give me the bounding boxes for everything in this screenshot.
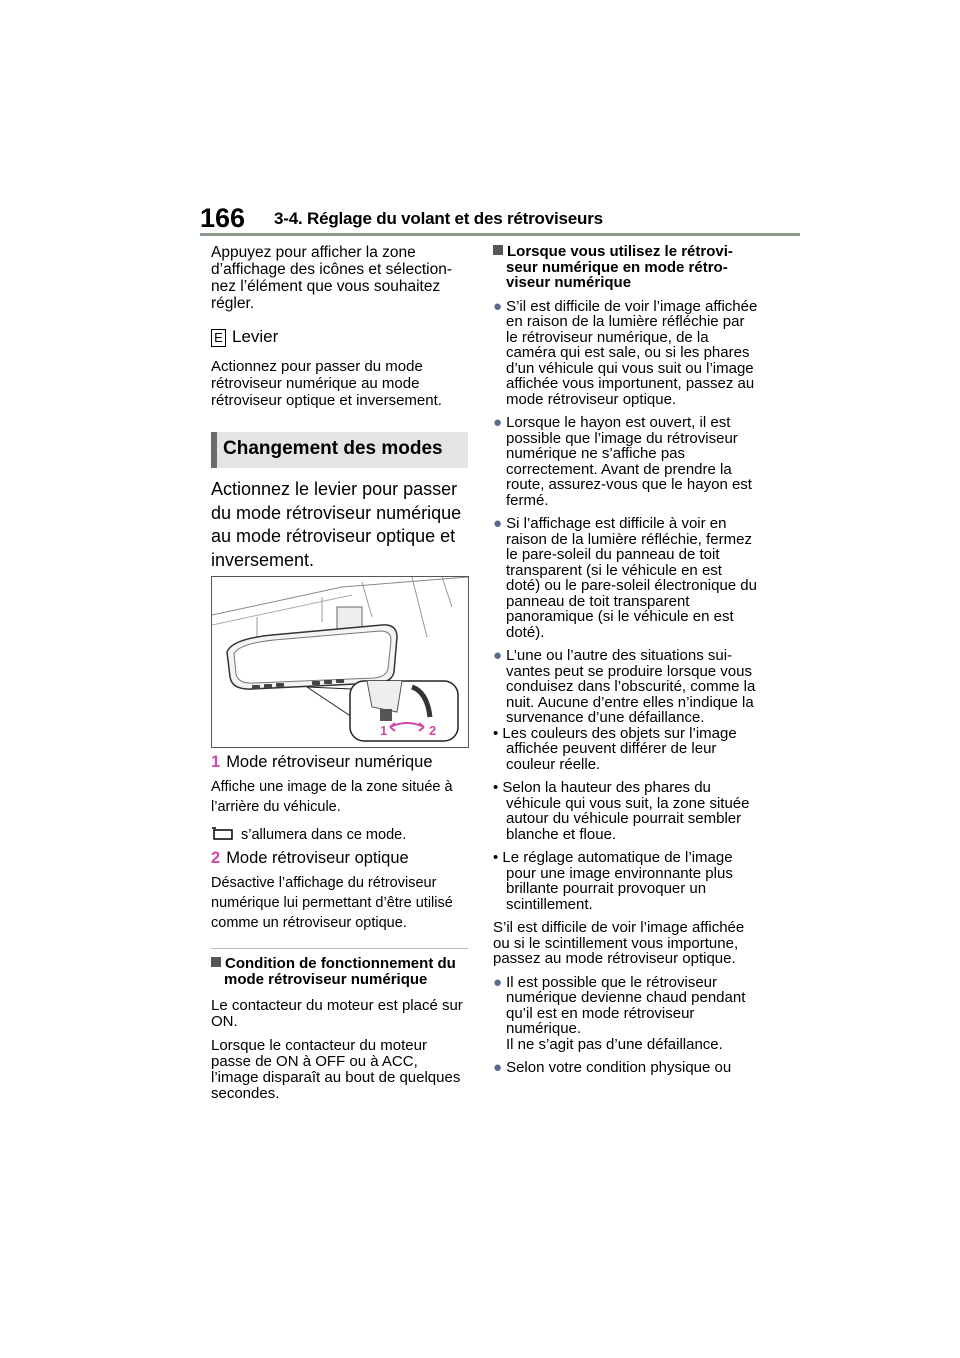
- mirror-illustration: [211, 576, 469, 748]
- section-title: Changement des modes: [223, 438, 443, 459]
- intro-paragraph: Appuyez pour afficher la zone d’affichage des icônes et sélectionnez l’élément que vous souhaitez régler.: [211, 244, 452, 312]
- right-bullet-1: S’il est difficile de voir l’image affichée en raison de la lumière réfléchie par le rétroviseur numérique, de la caméra qui est sale, ou si les phares d’un véhicule qui vous suit ou l’image affichée vous importunent, passez au mode rétroviseur optique.: [506, 297, 758, 408]
- right-title: Lorsque vous utilisez le rétroviseur numérique en mode rétroviseur numérique: [506, 243, 733, 291]
- illustration-label-2: 2: [429, 723, 437, 738]
- sub-item-1: • Les couleurs des objets sur l’image affichée peuvent différer de leur couleur réelle.: [493, 724, 737, 773]
- sub-item-2: • Selon la hauteur des phares du véhicule qui vous suit, la zone située autour du véhicule pourrait sembler blanche et floue.: [493, 779, 750, 843]
- illustration-label-1: 1: [380, 723, 388, 738]
- condition-p2: Lorsque le contacteur du moteur passe de ON à OFF ou à ACC, l’image disparaît au bout de quelques secondes.: [211, 1037, 461, 1102]
- section-title-box: [211, 432, 468, 468]
- right-column: [493, 244, 758, 1084]
- divider: [211, 948, 468, 949]
- mode-2-title: Mode rétroviseur optique: [226, 849, 409, 867]
- right-bullet-2: Lorsque le hayon est ouvert, il est possible que l’image du rétroviseur numérique ne s’affiche pas correctement. Avant de prendre la route, assurez-vous que le hayon est fermé.: [506, 414, 752, 509]
- bullet-dot-icon: ●: [493, 414, 503, 431]
- bullet-dot-icon: ●: [493, 297, 503, 315]
- square-bullet-icon: [493, 245, 503, 255]
- mode-1: [211, 754, 471, 847]
- item-e: [211, 328, 471, 347]
- bullet-dot-icon: ●: [493, 647, 503, 664]
- right-bullet-3: Si l’affichage est difficile à voir en raison de la lumière réfléchie, fermez le pare-soleil du panneau de toit transparent (si le véhicule en est doté) ou le pare-soleil électronique du panneau de toit transparent panoramique (si le véhicule en est doté).: [506, 515, 757, 641]
- right-bullet-5a: Il est possible que le rétroviseur numérique devienne chaud pendant qu’il est en mode rétroviseur numérique.: [506, 973, 746, 1037]
- right-bullet-4: L’une ou l’autre des situations suivantes peut se produire lorsque vous conduisez dans l’obscurité, comme la nuit. Aucune d’entre elles n’indique la survenance d’une défaillance.: [506, 647, 756, 726]
- item-e-description: Actionnez pour passer du mode rétroviseur numérique au mode rétroviseur optique et inversement.: [211, 358, 442, 409]
- condition-p1: Le contacteur du moteur est placé sur ON.: [211, 997, 463, 1030]
- mode-2: [211, 850, 471, 933]
- square-bullet-icon: [211, 957, 221, 967]
- item-e-title: Levier: [232, 327, 279, 346]
- section-header: 3-4. Réglage du volant et des rétroviseurs: [274, 209, 603, 228]
- mode-change-paragraph: Actionnez le levier pour passer du mode rétroviseur numérique au mode rétroviseur optique et inversement.: [211, 479, 462, 570]
- bullet-dot-icon: ●: [493, 973, 503, 991]
- mode-1-description: Affiche une image de la zone située à l’arrière du véhicule.: [211, 779, 453, 815]
- mirror-drawing: [212, 577, 468, 747]
- mode-1-icon-line: [211, 825, 471, 847]
- sub-item-3: • Le réglage automatique de l’image pour une image environnante plus brillante pourrait provoquer un scintillement.: [493, 849, 733, 913]
- section-title-bar: [211, 432, 217, 468]
- mode-1-title: Mode rétroviseur numérique: [226, 753, 433, 771]
- mode-2-number: 2: [211, 849, 221, 867]
- mode-1-number: 1: [211, 753, 221, 771]
- condition-title: Condition de fonctionnement du mode rétroviseur numérique: [224, 955, 456, 988]
- header-rule: [200, 233, 800, 236]
- bullet-dot-icon: ●: [493, 515, 503, 532]
- right-after-text: S’il est difficile de voir l’image affichée ou si le scintillement vous importune, passez au mode rétroviseur optique.: [493, 919, 745, 967]
- item-e-letter: E: [211, 329, 226, 347]
- digital-mirror-icon: [211, 827, 235, 847]
- mode-1-icon-text: s’allumera dans ce mode.: [241, 827, 407, 843]
- right-bullet-5b: Il ne s’agit pas d’une défaillance.: [506, 1035, 723, 1053]
- condition-section: [211, 956, 469, 1110]
- page-number: 166: [200, 203, 246, 233]
- bullet-dot-icon: ●: [493, 1059, 503, 1076]
- mode-2-description: Désactive l’affichage du rétroviseur numérique lui permettant d’être utilisé comme un rétroviseur optique.: [211, 875, 453, 931]
- right-bullet-6: Selon votre condition physique ou: [506, 1059, 732, 1076]
